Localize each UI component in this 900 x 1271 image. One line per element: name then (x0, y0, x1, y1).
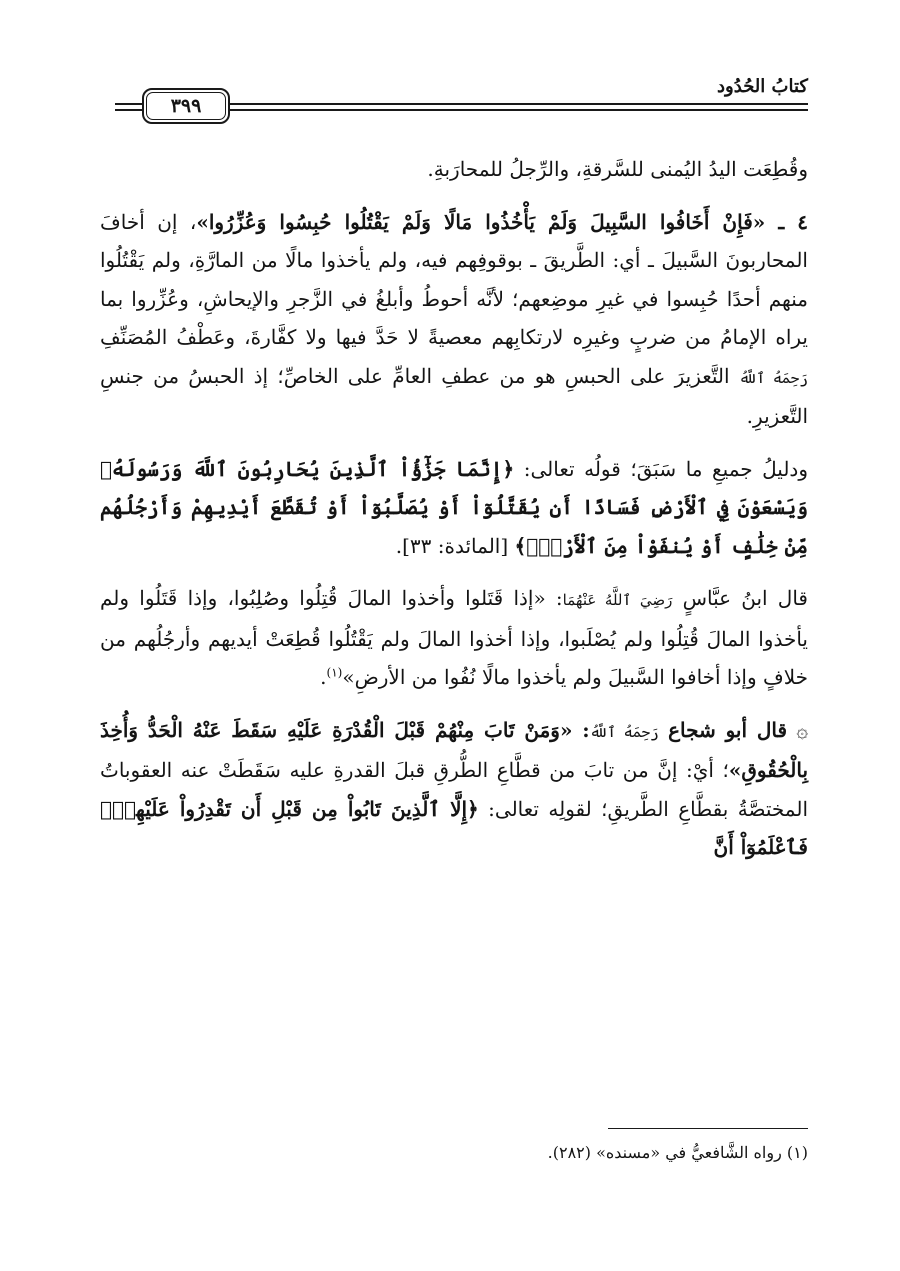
section-ornament-icon: ۞ (796, 717, 809, 742)
honorific-symbol: رَحِمَهُ ٱللَّهُ (589, 722, 659, 741)
paragraph-text-continued: التَّعزيرَ على الحبسِ هو من عطفِ العامِّ على الخاصِّ؛ إذ الحبسُ من جنسِ التَّعزيرِ. (100, 363, 808, 428)
paragraph-end: . (320, 665, 327, 689)
paragraph-1 (100, 150, 808, 189)
page-number-frame (142, 88, 230, 124)
footnote: (١) رواه الشَّافعيُّ في «مسنده» (٢٨٢). (547, 1143, 808, 1162)
page-number: ٣٩٩ (146, 92, 226, 120)
paragraph-text-continued: : «إذا قَتَلوا وأخذوا المالَ قُتِلُوا وصُلِبُوا، وإذا قَتَلُوا ولم يأخذوا المالَ قُتِلُوا ولم يُصْلَبوا، وإذا أخذوا المالَ ولم يَقْتُلُوا قُطِعَتْ أيديهم وأرجُلُهم من خلافٍ وإذا أخافوا السَّبيلَ ولم يأخذوا مالًا نُفُوا من الأرضِ» (100, 586, 808, 689)
paragraph-text: ودليلُ جميعِ ما سَبَقَ؛ قولُه تعالى: (523, 456, 808, 481)
quran-verse: ﴿إِلَّا ٱلَّذِينَ تَابُواْ مِن قَبْلِ أَن تَقْدِرُواْ عَلَيْهِمْۖ فَٱعْلَمُوٓاْ أَنَّ (100, 796, 808, 859)
paragraph-4 (100, 579, 808, 697)
author-name: قال أبو شجاع (668, 717, 788, 742)
quran-verse: ﴿إِنَّمَا جَزَٰٓؤُاْ ٱلَّذِينَ يُحَارِبُونَ ٱللَّهَ وَرَسُولَهُۥ وَيَسْعَوْنَ فِي ٱلْأَرْضِ فَسَادًا أَن يُقَتَّلُوٓاْ أَوْ يُصَلَّبُوٓاْ أَوْ تُقَطَّعَ أَيْدِيهِمْ وَأَرْجُلُهُم مِّنْ خِلَٰفٍ أَوْ يُنفَوْاْ مِنَ ٱلْأَرْضِۚ﴾ (100, 456, 808, 558)
main-text (100, 150, 808, 867)
verse-reference: [المائدة: ٣٣]. (395, 533, 509, 558)
paragraph-3 (100, 450, 808, 566)
paragraph-text: قال ابنُ عبَّاسٍ (682, 586, 808, 610)
running-header-title: كتابُ الحُدُود (717, 76, 808, 97)
footnote-separator (608, 1128, 808, 1129)
matn-quote: : «وَمَنْ تَابَ مِنْهُمْ قَبْلَ الْقُدْرَةِ عَلَيْهِ سَقَطَ عَنْهُ الْحَدُّ وَأُخِذَ بِالْحُقُوقِ» (100, 717, 809, 782)
footnote-marker[interactable]: (١) (326, 665, 343, 680)
honorific-symbol: رَضِيَ ٱللَّهُ عَنْهُمَا (562, 591, 673, 609)
paragraph-2 (100, 203, 808, 436)
paragraph-text: وقُطِعَت اليدُ اليُمنى للسَّرقةِ، والرِّجلُ للمحارَبةِ. (427, 157, 808, 181)
honorific-symbol: رَحِمَهُ ٱللَّهُ (738, 368, 808, 387)
matn-quote: ٤ ـ «فَإِنْ أَخَافُوا السَّبِيلَ وَلَمْ يَأْخُذُوا مَالًا وَلَمْ يَقْتُلُوا حُبِسُوا وَعُزِّرُوا» (196, 209, 808, 234)
paragraph-5 (100, 711, 808, 867)
paragraph-text: ؛ أيْ: إنَّ من تابَ من قطَّاعِ الطُّرقِ قبلَ القدرةِ عليه سَقَطَتْ عنه العقوباتُ المختصَّةُ بقطَّاعِ الطَّريقِ؛ لقولِه تعالى: (100, 758, 808, 821)
paragraph-text: ، إن أخافَ المحاربونَ السَّبيلَ ـ أي: الطَّريقَ ـ بوقوفِهم فيه، ولم يأخذوا مالًا من المارَّةِ، ولم يَقْتُلُوا منهم أحدًا حُبِسوا في غيرِ موضِعهم؛ لأنَّه أحوطُ وأبلغُ في الزَّجرِ والإيحاشِ، وعُزِّروا بما يراه الإمامُ من ضربٍ وغيرِه لارتكابِهم معصيةً لا حَدَّ فيها ولا كفَّارةَ، وعَطْفُ المُصَنِّفِ (100, 209, 809, 349)
